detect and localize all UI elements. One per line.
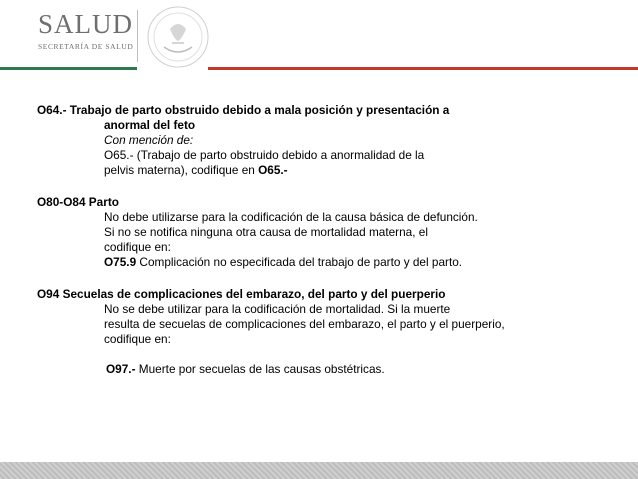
section-line: O65.- (Trabajo de parto obstruido debido a anormalidad de la xyxy=(104,148,425,162)
mexico-coat-of-arms-icon xyxy=(142,3,214,71)
code-ref: O65.- xyxy=(258,163,288,177)
logo-word: SALUD xyxy=(38,9,134,39)
section-line: codifique en: xyxy=(104,332,171,346)
section-title: O94 Secuelas de complicaciones del embarazo, del parto y del puerperio xyxy=(37,287,446,301)
footer-bar xyxy=(0,462,638,479)
header xyxy=(0,0,638,76)
header-rule-red xyxy=(208,67,638,70)
section-line: codifique en: xyxy=(104,240,171,254)
mention-label: Con mención de: xyxy=(104,133,194,147)
logo-subtitle: SECRETARÍA DE SALUD xyxy=(38,42,134,51)
header-rule-green xyxy=(0,67,137,70)
section-title-cont: anormal del feto xyxy=(104,118,196,132)
section-title: O80-O84 Parto xyxy=(37,195,119,209)
code-ref: O97.- xyxy=(106,362,136,376)
section-line: Si no se notifica ninguna otra causa de mortalidad materna, el xyxy=(104,225,428,239)
section-title: O64.- Trabajo de parto obstruido debido a mala posición y presentación a xyxy=(37,103,450,117)
section-o80-o84 xyxy=(37,195,617,270)
section-o94 xyxy=(37,287,617,377)
code-ref: O75.9 xyxy=(104,255,137,269)
code-description: Muerte por secuelas de las causas obstétricas. xyxy=(135,362,385,376)
document-body xyxy=(37,103,617,394)
section-line: pelvis materna), codifique en xyxy=(104,163,259,177)
section-line: No debe utilizarse para la codificación de la causa básica de defunción. xyxy=(104,210,478,224)
section-line: resulta de secuelas de complicaciones del embarazo, el parto y el puerperio, xyxy=(104,317,505,331)
code-description: Complicación no especificada del trabajo de parto y del parto. xyxy=(136,255,463,269)
section-o64 xyxy=(37,103,617,178)
logo-divider xyxy=(137,10,138,62)
section-line: No se debe utilizar para la codificación de mortalidad. Si la muerte xyxy=(104,302,451,316)
